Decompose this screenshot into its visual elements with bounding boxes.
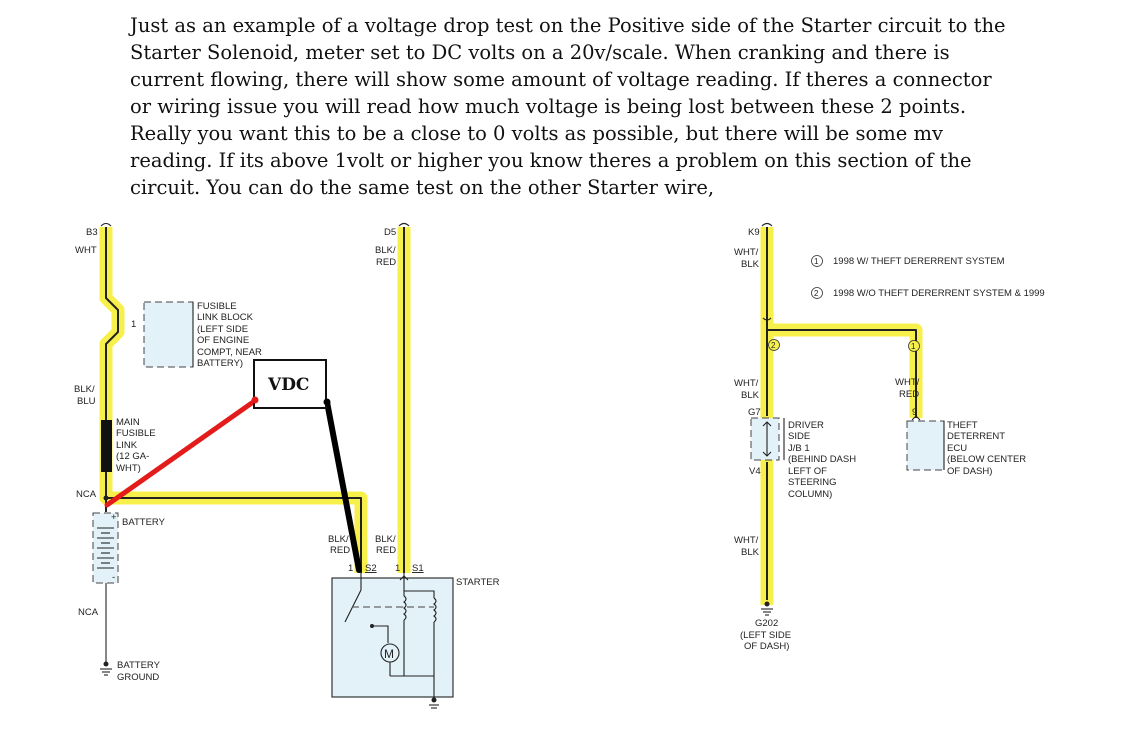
wire-color-blk-red-s1: BLK/ RED	[375, 534, 397, 556]
theft-ecu-box	[907, 421, 944, 470]
main-fusible-link	[101, 420, 112, 472]
ground-g202-label: G202 (LEFT SIDE OF DASH)	[740, 618, 792, 652]
starter-label: STARTER	[456, 577, 500, 588]
fusible-block-label: FUSIBLE LINK BLOCK (LEFT SIDE OF ENGINE COMPT, NEAR BATTERY)	[197, 301, 262, 369]
wire-color-wht-blk-top: WHT/ BLK	[734, 247, 759, 270]
wire-color-wht: WHT	[75, 245, 97, 256]
nca-bottom: NCA	[78, 607, 99, 618]
main-fusible-label: MAIN FUSIBLE LINK (12 GA- WHT)	[116, 417, 156, 474]
battery-minus: -	[112, 572, 116, 583]
connector-d5: D5	[384, 227, 397, 238]
pin-s1: 1	[395, 563, 401, 574]
battery-circuit	[74, 224, 361, 684]
terminal-s1: S1	[412, 563, 424, 574]
wire-color-blk-red-top: BLK/ RED	[375, 245, 397, 268]
battery-plus: +	[111, 512, 117, 523]
ground-icon	[100, 669, 112, 675]
theft-ecu-label: THEFT DETERRENT ECU (BELOW CENTER OF DASH)	[947, 420, 1027, 477]
splice-2: 2	[771, 341, 776, 350]
connector-g7: G7	[748, 407, 761, 418]
theft-deterrent-circuit	[734, 224, 1045, 653]
legend-text-2: 1998 W/O THEFT DERERRENT SYSTEM & 1999	[833, 288, 1045, 299]
wire-color-wht-red: WHT/ RED	[895, 377, 920, 400]
starter-box	[332, 578, 453, 697]
fusible-link-block	[144, 302, 193, 367]
wire-color-blk-blu: BLK/ BLU	[74, 384, 96, 407]
legend-text-1: 1998 W/ THEFT DERERRENT SYSTEM	[833, 256, 1005, 267]
connector-arc	[101, 224, 111, 227]
connector-v4: V4	[749, 466, 761, 477]
connector-k9: K9	[748, 227, 760, 238]
terminal-s2: S2	[365, 563, 377, 574]
legend-num-2: 2	[814, 289, 819, 298]
pin-s2: 1	[348, 563, 354, 574]
connector-b3: B3	[86, 227, 98, 238]
wire-color-wht-blk-left: WHT/ BLK	[734, 378, 759, 401]
wire-color-wht-blk-bottom: WHT/ BLK	[734, 535, 759, 558]
legend-num-1: 1	[814, 257, 819, 266]
fusible-pin: 1	[131, 319, 137, 330]
intro-paragraph: Just as an example of a voltage drop test on the Positive side of the Starter circuit to the Starter Solenoid, meter set to DC volts on a 20v/scale. When cranking and there is current flowing, there will show some amount of voltage reading. If theres a connector or wiring issue you will read how much voltage is being lost between these 2 points. Really you want this to be a close to 0 volts as possible, but there will be some mv reading. If its above 1volt or higher you know theres a problem on this section of the circuit. You can do the same test on the other Starter wire,	[130, 14, 1006, 199]
wire-color-blk-red-s2: BLK/ RED	[328, 534, 351, 556]
battery-label: BATTERY	[122, 517, 165, 528]
splice-1: 1	[911, 342, 916, 351]
motor-label: M	[384, 647, 394, 661]
starter-circuit	[328, 224, 500, 709]
driver-jb-label: DRIVER SIDE J/B 1 (BEHIND DASH LEFT OF STEERING COLUMN)	[788, 420, 857, 500]
battery-ground-label: BATTERY GROUND	[117, 660, 160, 683]
ground-icon	[761, 609, 773, 615]
pin-9: 9	[912, 407, 918, 418]
nca-top: NCA	[76, 489, 97, 500]
meter-label: VDC	[268, 375, 310, 395]
voltmeter	[107, 360, 359, 570]
junction-block-connector	[751, 418, 779, 460]
